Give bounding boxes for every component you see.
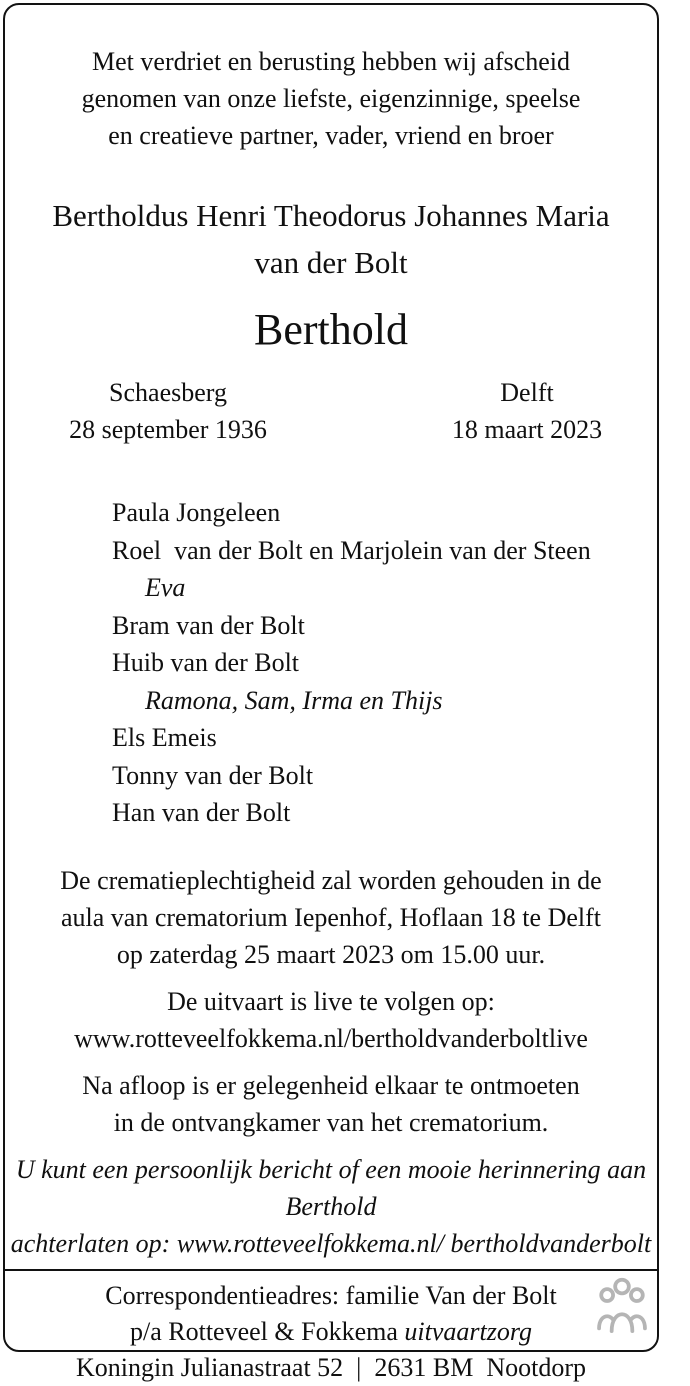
death-info [364,374,690,448]
street-address: Koningin Julianastraat 52 | 2631 BM Nootdorp [76,1352,586,1382]
funeral-home-name: p/a Rotteveel & Fokkema [130,1316,398,1346]
correspondence-address: Correspondentieadres: familie Van der Bolt [105,1280,557,1310]
relative-name: Huib van der Bolt [112,648,300,677]
birth-place: Schaesberg [109,378,227,407]
ceremony-details: De crematieplechtigheid zal worden gehouden in de aula van crematorium Iepenhof, Hoflaan 18 te Delft op zaterdag 25 maart 2023 om 15.00 uur. [60,865,602,969]
relative-name: Roel van der Bolt en Marjolein van der Steen [112,535,591,565]
livestream-info: De uitvaart is live te volgen op: www.rotteveelfokkema.nl/bertholdvanderboltlive [74,986,588,1053]
three-people-logo-icon [595,1275,649,1340]
relative-name: Tonny van der Bolt [112,760,314,790]
intro-text: Met verdriet en berusting hebben wij afscheid genomen van onze liefste, eigenzinnige, speelse en creatieve partner, vader, vriend en broer [81,47,581,150]
relative-grandchild-name: Eva [145,573,186,602]
horizontal-divider [5,1269,657,1271]
relative-grandchildren-names: Ramona, Sam, Irma en Thijs [145,685,443,715]
death-place: Delft [500,378,554,407]
relative-name: Bram van der Bolt [112,610,305,640]
correspondence-block [5,1278,657,1386]
birth-date: 28 september 1936 [69,415,267,444]
birth-death-dates [5,374,657,448]
birth-info [5,374,331,448]
relative-name: Paula Jongeleen [112,498,281,527]
relatives-list [112,494,657,832]
death-date: 18 maart 2023 [451,415,603,444]
deceased-full-name: Bertholdus Henri Theodorus Johannes Maria van der Bolt [52,198,610,280]
funeral-home-tagline: uitvaartzorg [404,1316,532,1346]
gathering-info: Na afloop is er gelegenheid elkaar te ontmoeten in de ontvangkamer van het crematorium. [82,1070,580,1137]
obituary-card [3,3,659,1382]
relative-name: Els Emeis [112,723,217,752]
relative-name: Han van der Bolt [112,798,291,827]
deceased-call-name: Berthold [254,305,408,354]
funeral-home-line [5,1314,657,1350]
condolence-note: U kunt een persoonlijk bericht of een mooie herinnering aan Berthold achterlaten op: www.rotteveelfokkema.nl/ bertholdvanderbolt [10,1154,652,1258]
